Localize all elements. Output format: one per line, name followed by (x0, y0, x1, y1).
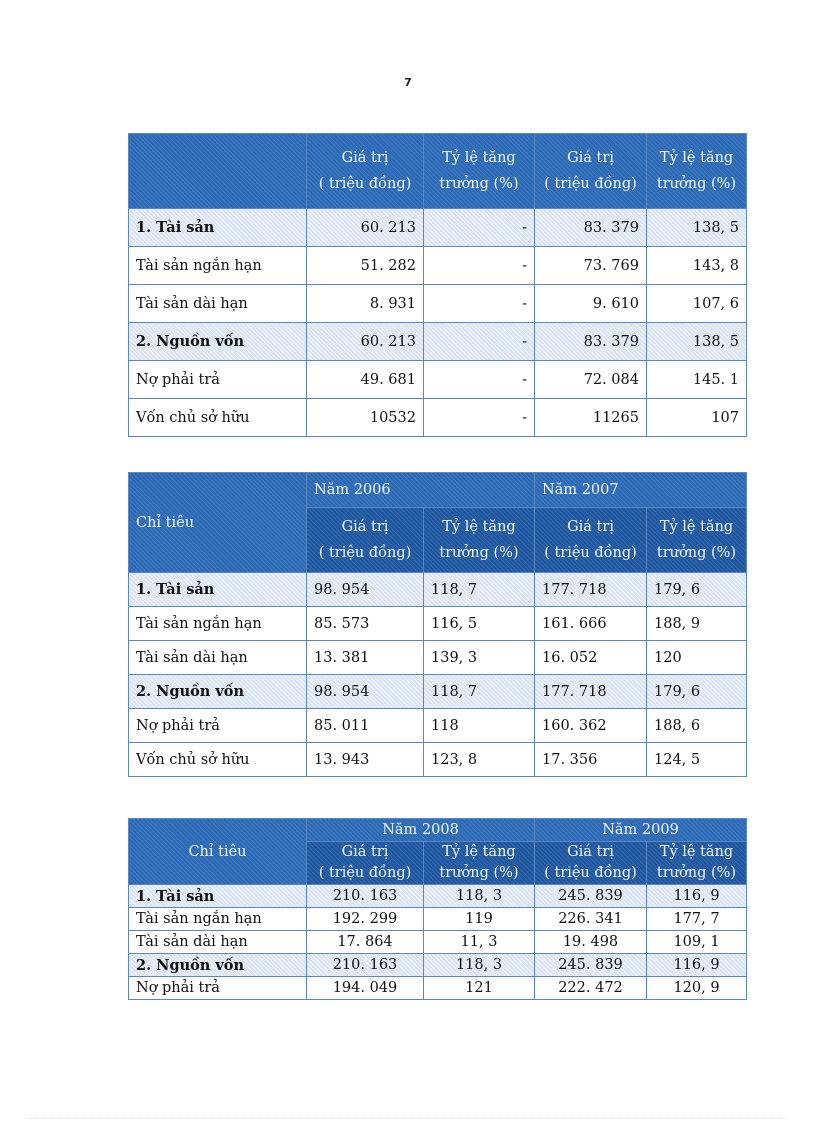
header-row (129, 134, 747, 209)
growth-cell: 120 (647, 641, 747, 675)
growth-header: Tỷ lệ tăng trưởng (%) (647, 842, 747, 885)
growth-cell: 121 (424, 977, 535, 1000)
table-row (129, 709, 747, 743)
corner-header: Chỉ tiêu (129, 819, 307, 885)
growth-cell: 118 (424, 709, 535, 743)
value-cell: 9. 610 (535, 285, 647, 323)
value-cell: 51. 282 (307, 247, 424, 285)
table-row (129, 641, 747, 675)
row-label: Nợ phải trả (129, 709, 307, 743)
value-cell: 192. 299 (307, 908, 424, 931)
growth-cell: 116, 5 (424, 607, 535, 641)
value-cell: 245. 839 (535, 885, 647, 908)
table-row (129, 954, 747, 977)
growth-cell: 138, 5 (647, 209, 747, 247)
table-row (129, 285, 747, 323)
growth-cell: 118, 3 (424, 885, 535, 908)
growth-header: Tỷ lệ tăng trưởng (%) (424, 134, 535, 209)
table-row (129, 977, 747, 1000)
year-row (129, 819, 747, 842)
value-header: Giá trị ( triệu đồng) (535, 842, 647, 885)
growth-cell: 123, 8 (424, 743, 535, 777)
row-label: Vốn chủ sở hữu (129, 399, 307, 437)
value-cell: 49. 681 (307, 361, 424, 399)
row-label: 1. Tài sản (129, 885, 307, 908)
table-row (129, 885, 747, 908)
value-header: Giá trị ( triệu đồng) (535, 134, 647, 209)
row-label: 1. Tài sản (129, 209, 307, 247)
growth-cell: - (424, 399, 535, 437)
value-cell: 98. 954 (307, 573, 424, 607)
table-row (129, 399, 747, 437)
year-header: Năm 2007 (535, 473, 747, 508)
table-body (129, 209, 747, 437)
growth-cell: 143, 8 (647, 247, 747, 285)
value-cell: 60. 213 (307, 209, 424, 247)
table-row (129, 743, 747, 777)
growth-cell: 107 (647, 399, 747, 437)
value-header: Giá trị ( triệu đồng) (307, 508, 424, 573)
page-number: 7 (404, 76, 412, 89)
growth-cell: 188, 6 (647, 709, 747, 743)
growth-cell: 118, 3 (424, 954, 535, 977)
balance-table-2006-2007 (128, 472, 747, 777)
value-cell: 17. 864 (307, 931, 424, 954)
growth-cell: - (424, 361, 535, 399)
growth-cell: 124, 5 (647, 743, 747, 777)
value-cell: 85. 573 (307, 607, 424, 641)
growth-cell: 177, 7 (647, 908, 747, 931)
corner-header (129, 134, 307, 209)
growth-cell: 145. 1 (647, 361, 747, 399)
value-cell: 83. 379 (535, 323, 647, 361)
page-bottom-divider (30, 1118, 786, 1119)
growth-cell: 119 (424, 908, 535, 931)
value-header: Giá trị ( triệu đồng) (535, 508, 647, 573)
row-label: Tài sản dài hạn (129, 285, 307, 323)
table-row (129, 361, 747, 399)
value-cell: 19. 498 (535, 931, 647, 954)
row-label: Tài sản dài hạn (129, 641, 307, 675)
row-label: 2. Nguồn vốn (129, 323, 307, 361)
value-header: Giá trị ( triệu đồng) (307, 134, 424, 209)
value-cell: 10532 (307, 399, 424, 437)
value-cell: 245. 839 (535, 954, 647, 977)
value-cell: 98. 954 (307, 675, 424, 709)
value-cell: 160. 362 (535, 709, 647, 743)
table-row (129, 931, 747, 954)
growth-header: Tỷ lệ tăng trưởng (%) (424, 508, 535, 573)
balance-table-1 (128, 133, 747, 437)
table-row (129, 573, 747, 607)
value-cell: 13. 943 (307, 743, 424, 777)
growth-cell: 179, 6 (647, 573, 747, 607)
growth-cell: 118, 7 (424, 573, 535, 607)
table-body (129, 573, 747, 777)
row-label: Nợ phải trả (129, 977, 307, 1000)
row-label: 2. Nguồn vốn (129, 954, 307, 977)
value-cell: 85. 011 (307, 709, 424, 743)
table-row (129, 675, 747, 709)
value-cell: 17. 356 (535, 743, 647, 777)
year-header: Năm 2008 (307, 819, 535, 842)
growth-cell: - (424, 209, 535, 247)
year-header: Năm 2006 (307, 473, 535, 508)
value-cell: 16. 052 (535, 641, 647, 675)
growth-cell: 188, 9 (647, 607, 747, 641)
growth-cell: 116, 9 (647, 954, 747, 977)
table-row (129, 247, 747, 285)
growth-cell: 138, 5 (647, 323, 747, 361)
value-cell: 194. 049 (307, 977, 424, 1000)
value-cell: 177. 718 (535, 675, 647, 709)
value-cell: 177. 718 (535, 573, 647, 607)
growth-header: Tỷ lệ tăng trưởng (%) (647, 134, 747, 209)
growth-cell: 118, 7 (424, 675, 535, 709)
growth-cell: 11, 3 (424, 931, 535, 954)
growth-cell: 179, 6 (647, 675, 747, 709)
table-body (129, 885, 747, 1000)
value-cell: 13. 381 (307, 641, 424, 675)
year-row (129, 473, 747, 508)
growth-cell: 109, 1 (647, 931, 747, 954)
growth-cell: 139, 3 (424, 641, 535, 675)
corner-header: Chỉ tiêu (129, 473, 307, 573)
value-cell: 210. 163 (307, 954, 424, 977)
row-label: Tài sản ngắn hạn (129, 607, 307, 641)
value-cell: 73. 769 (535, 247, 647, 285)
growth-cell: - (424, 323, 535, 361)
value-cell: 11265 (535, 399, 647, 437)
table-row (129, 607, 747, 641)
growth-header: Tỷ lệ tăng trưởng (%) (647, 508, 747, 573)
row-label: Tài sản ngắn hạn (129, 908, 307, 931)
value-cell: 210. 163 (307, 885, 424, 908)
table-row (129, 908, 747, 931)
value-cell: 161. 666 (535, 607, 647, 641)
value-cell: 226. 341 (535, 908, 647, 931)
row-label: Tài sản ngắn hạn (129, 247, 307, 285)
balance-table-2008-2009 (128, 818, 747, 1000)
growth-cell: 107, 6 (647, 285, 747, 323)
row-label: Tài sản dài hạn (129, 931, 307, 954)
row-label: Nợ phải trả (129, 361, 307, 399)
table-row (129, 323, 747, 361)
value-cell: 83. 379 (535, 209, 647, 247)
value-cell: 72. 084 (535, 361, 647, 399)
value-cell: 60. 213 (307, 323, 424, 361)
value-cell: 8. 931 (307, 285, 424, 323)
row-label: 2. Nguồn vốn (129, 675, 307, 709)
value-cell: 222. 472 (535, 977, 647, 1000)
growth-cell: 120, 9 (647, 977, 747, 1000)
row-label: 1. Tài sản (129, 573, 307, 607)
growth-cell: 116, 9 (647, 885, 747, 908)
table-row (129, 209, 747, 247)
growth-cell: - (424, 247, 535, 285)
value-header: Giá trị ( triệu đồng) (307, 842, 424, 885)
growth-cell: - (424, 285, 535, 323)
row-label: Vốn chủ sở hữu (129, 743, 307, 777)
growth-header: Tỷ lệ tăng trưởng (%) (424, 842, 535, 885)
year-header: Năm 2009 (535, 819, 747, 842)
